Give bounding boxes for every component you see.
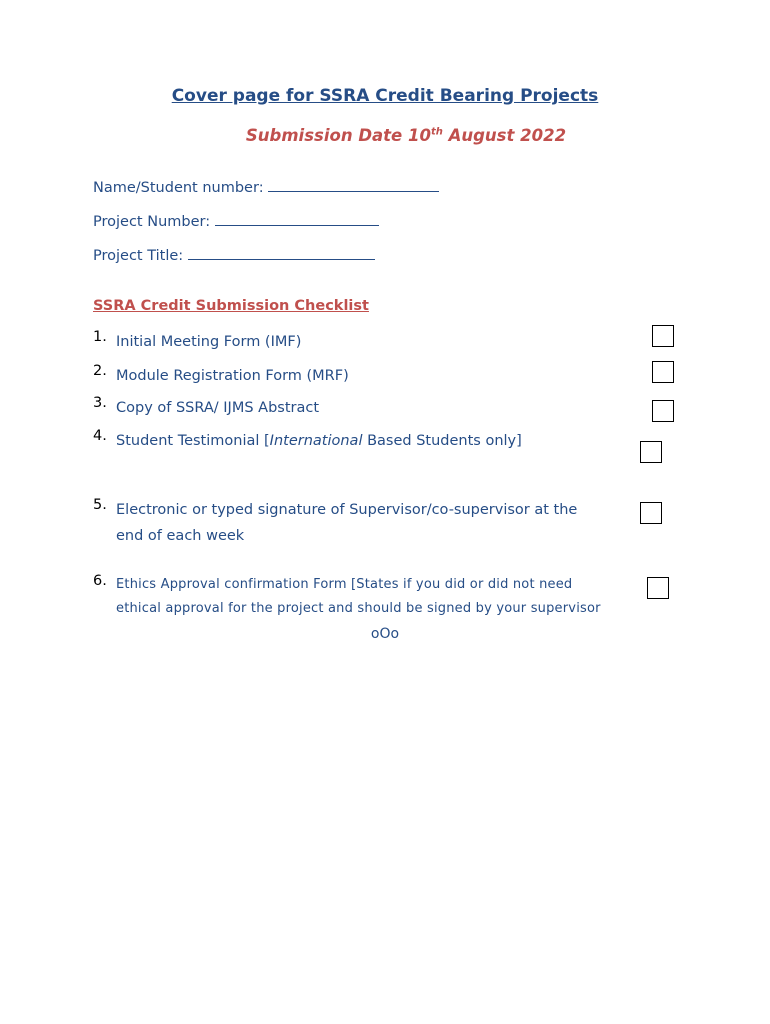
- name-student-number-blank[interactable]: [268, 181, 439, 192]
- testimonial-text-italic: International: [269, 433, 363, 449]
- checklist-item-text: Copy of SSRA/ IJMS Abstract: [116, 400, 320, 416]
- checklist-item-number: 4.: [93, 428, 107, 444]
- checklist-item-number: 3.: [93, 395, 107, 411]
- checklist-item-text: [116, 428, 522, 454]
- checkbox-signature[interactable]: [640, 502, 662, 524]
- checklist-item-number: 5.: [93, 497, 107, 513]
- name-student-number-label: Name/Student number:: [93, 180, 264, 196]
- checklist-item-number: 1.: [93, 329, 107, 345]
- checkbox-imf[interactable]: [652, 325, 674, 347]
- testimonial-text-start: Student Testimonial [: [116, 433, 270, 449]
- checklist-item-text: Initial Meeting Form (IMF): [116, 334, 302, 350]
- project-number-field: [93, 214, 379, 230]
- submission-date-prefix: Submission Date 10: [245, 126, 431, 145]
- project-title-label: Project Title:: [93, 248, 184, 264]
- checklist-heading: SSRA Credit Submission Checklist: [93, 298, 369, 314]
- checkbox-abstract[interactable]: [652, 400, 674, 422]
- checklist-item-text-line1: Ethics Approval confirmation Form [States if you did or did not need: [116, 577, 573, 592]
- end-mark: oOo: [370, 626, 400, 642]
- checklist-item-number: 2.: [93, 363, 107, 379]
- page-title: Cover page for SSRA Credit Bearing Projects: [171, 86, 599, 106]
- submission-date-suffix: August 2022: [442, 126, 567, 145]
- testimonial-text-end: Based Students only]: [362, 433, 522, 449]
- checkbox-mrf[interactable]: [652, 361, 674, 383]
- checklist-item-text-line2: ethical approval for the project and should be signed by your supervisor: [116, 601, 601, 616]
- project-number-label: Project Number:: [93, 214, 211, 230]
- name-student-number-field: [93, 180, 439, 196]
- project-number-blank[interactable]: [215, 215, 379, 226]
- checklist-item-number: 6.: [93, 573, 107, 589]
- checklist-item-text-line2: end of each week: [116, 528, 245, 544]
- submission-date-superscript: th: [430, 126, 443, 138]
- project-title-field: [93, 248, 375, 264]
- checkbox-ethics[interactable]: [647, 577, 669, 599]
- checklist-item-text-line1: Electronic or typed signature of Supervisor/co-supervisor at the: [116, 502, 578, 518]
- project-title-blank[interactable]: [188, 249, 375, 260]
- checklist-item-text: Module Registration Form (MRF): [116, 368, 349, 384]
- checkbox-testimonial[interactable]: [640, 441, 662, 463]
- submission-date: [0, 126, 770, 145]
